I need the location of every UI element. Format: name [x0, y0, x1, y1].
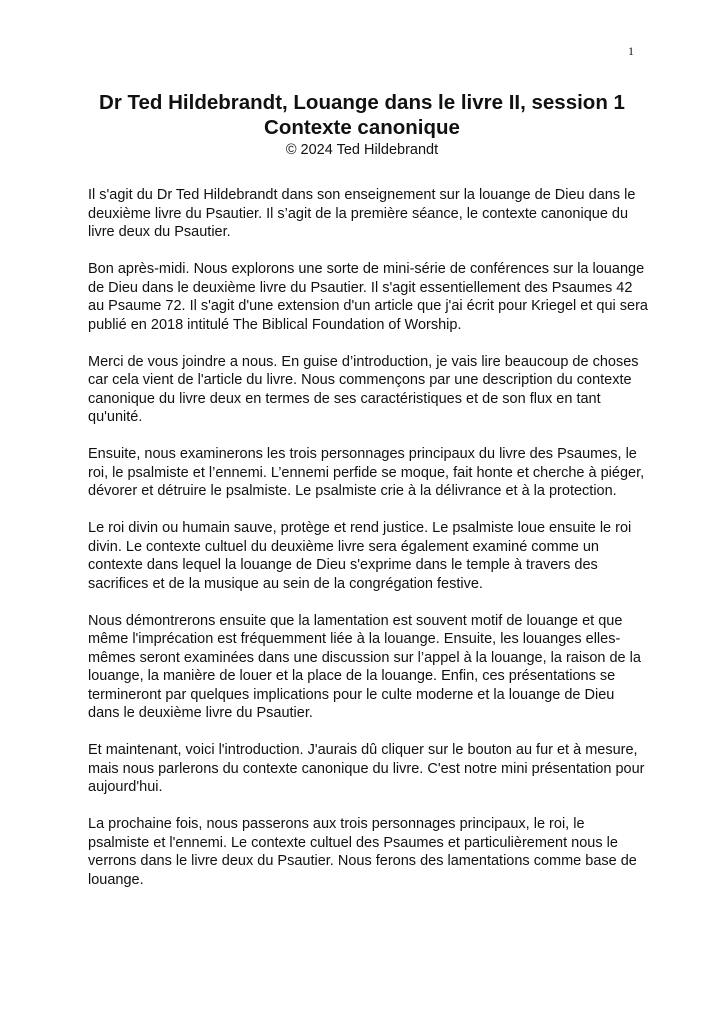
title-line-1: Dr Ted Hildebrandt, Louange dans le livre II, session 1 — [99, 91, 625, 114]
paragraph-7: Et maintenant, voici l'introduction. J'aurais dû cliquer sur le bouton au fur et à mesure, mais nous parlerons du contexte canonique du livre. C'est notre mini présentation pour aujourd'hui. — [88, 742, 645, 795]
paragraph-1: Il s'agit du Dr Ted Hildebrandt dans son enseignement sur la louange de Dieu dans le deuxième livre du Psautier. Il s’agit de la première séance, le contexte canonique du livre deux du Psautier. — [88, 187, 636, 240]
paragraph-6: Nous démontrerons ensuite que la lamentation est souvent motif de louange et que même l'imprécation est fréquemment liée à la louange. Ensuite, les louanges elles-mêmes seront examinées dans une discussion sur l’appel à la louange, la raison de la louange, la manière de louer et la place de la louange. Enfin, ces présentations se termineront par quelques implications pour le culte moderne et la louange de Dieu dans le deuxième livre du Psautier. — [88, 612, 641, 721]
document-header — [0, 90, 724, 159]
paragraph-8: La prochaine fois, nous passerons aux trois personnages principaux, le roi, le psalmiste et l'ennemi. Le contexte cultuel des Psaumes et particulièrement nous le verrons dans le livre deux du Psautier. Nous ferons des lamentations comme base de louange. — [88, 816, 637, 888]
copyright-notice: © 2024 Ted Hildebrandt — [285, 142, 439, 158]
paragraph-4: Ensuite, nous examinerons les trois personnages principaux du livre des Psaumes, le roi, le psalmiste et l’ennemi. L’ennemi perfide se moque, fait honte et cherche à piéger, dévorer et détruire le psalmiste. Le psalmiste crie à la délivrance et à la protection. — [88, 446, 645, 499]
paragraph-5: Le roi divin ou humain sauve, protège et rend justice. Le psalmiste loue ensuite le roi divin. Le contexte cultuel du deuxième livre sera également examiné comme un contexte dans lequel la louange de Dieu s'exprime dans le temple à travers des sacrifices et de la musique au sein de la congrégation festive. — [88, 520, 632, 592]
paragraph-3: Merci de vous joindre a nous. En guise d’introduction, je vais lire beaucoup de choses car cela vient de l'article du livre. Nous commençons par une description du contexte canonique du livre deux en termes de ses caractéristiques et de son flux en tant qu'unité. — [88, 353, 639, 425]
document-title — [0, 90, 724, 140]
page-number: 1 — [628, 44, 634, 58]
paragraph-2: Bon après-midi. Nous explorons une sorte de mini-série de conférences sur la louange de Dieu dans le deuxième livre du Psautier. Il s'agit essentiellement des Psaumes 42 au Psaume 72. Il s'agit d'une extension d'un article que j'ai écrit pour Kriegel et qui sera publié en 2018 intitulé The Biblical Foundation of Worship. — [88, 261, 648, 333]
title-line-2: Contexte canonique — [264, 116, 460, 139]
document-body — [88, 186, 648, 908]
